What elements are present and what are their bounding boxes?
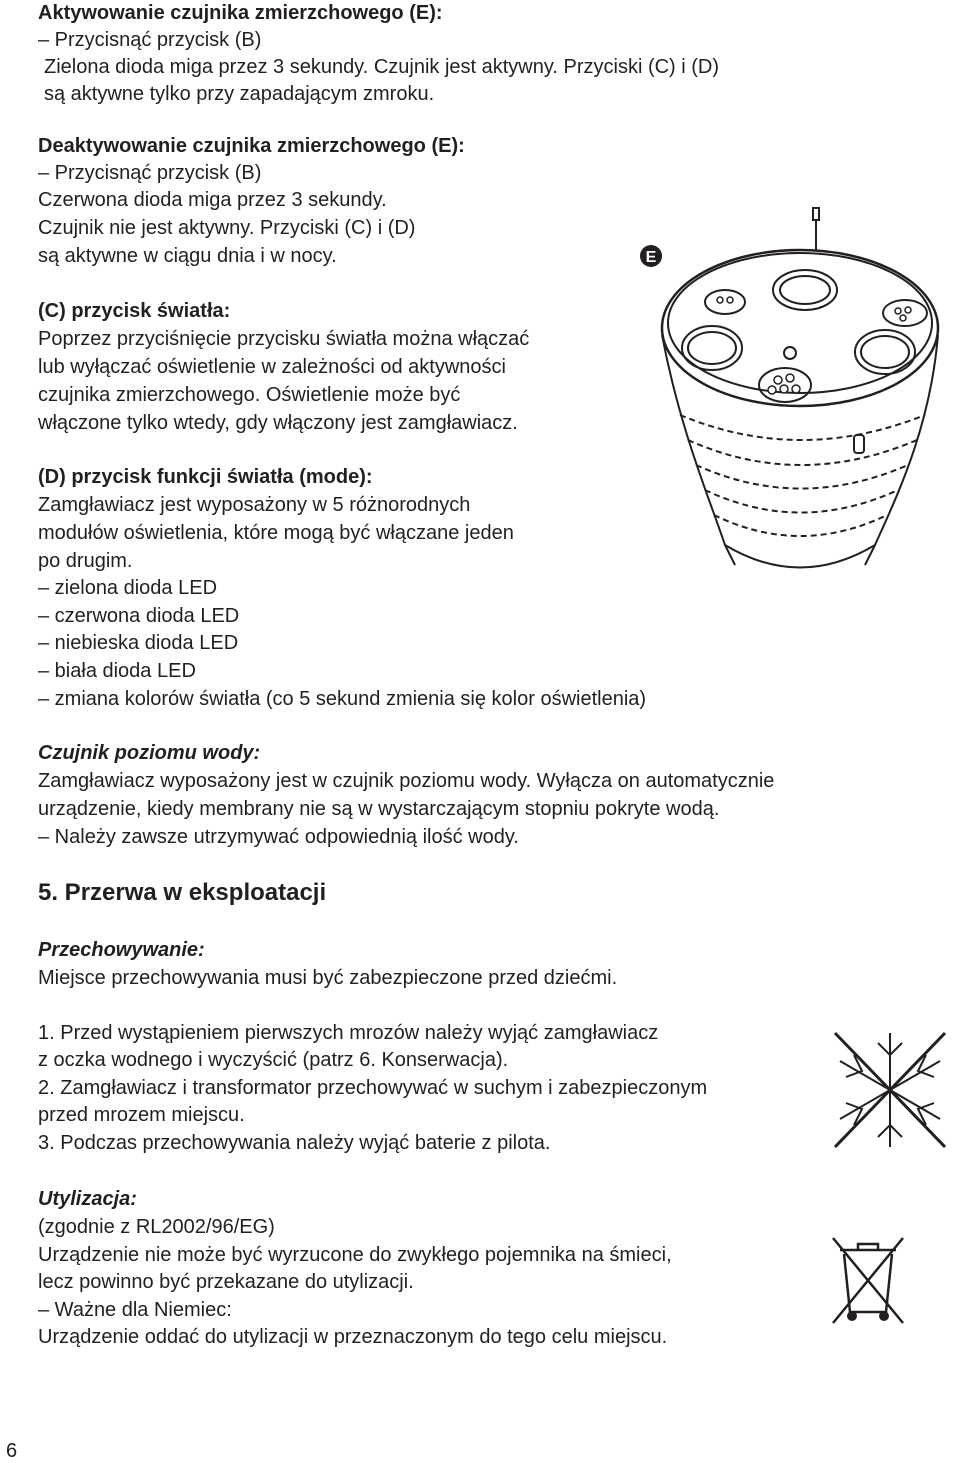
text-line: Zamgławiacz jest wyposażony w 5 różnorodnych (38, 494, 471, 516)
text-line: Urządzenie oddać do utylizacji w przeznaczonym do tego celu miejscu. (38, 1326, 668, 1348)
heading-sensor-activate: Aktywowanie czujnika zmierzchowego (E): (38, 2, 443, 24)
text-line: Zamgławiacz wyposażony jest w czujnik poziomu wody. Wyłącza on automatycznie (38, 770, 775, 792)
list-item: – czerwona dioda LED (38, 605, 240, 627)
text-line: z oczka wodnego i wyczyścić (patrz 6. Konserwacja). (38, 1049, 509, 1071)
text-line: urządzenie, kiedy membrany nie są w wystarczającym stopniu pokryte wodą. (38, 798, 720, 820)
heading-water-sensor: Czujnik poziomu wody: (38, 742, 261, 764)
crossed-snowflake-icon (830, 1025, 950, 1155)
text-line: (zgodnie z RL2002/96/EG) (38, 1216, 275, 1238)
list-item: – niebieska dioda LED (38, 632, 239, 654)
text-line: Czerwona dioda miga przez 3 sekundy. (38, 189, 387, 211)
text-line: 1. Przed wystąpieniem pierwszych mrozów należy wyjąć zamgławiacz (38, 1022, 659, 1044)
section-title: 5. Przerwa w eksploatacji (38, 879, 327, 906)
text-line: Czujnik nie jest aktywny. Przyciski (C) i (D) (38, 217, 416, 239)
text-line: Zielona dioda miga przez 3 sekundy. Czujnik jest aktywny. Przyciski (C) i (D) (44, 56, 720, 78)
heading-disposal: Utylizacja: (38, 1188, 137, 1210)
callout-label: E (645, 249, 657, 266)
text-line: 2. Zamgławiacz i transformator przechowywać w suchym i zabezpieczonym (38, 1077, 708, 1099)
text-line: 3. Podczas przechowywania należy wyjąć baterie z pilota. (38, 1132, 551, 1154)
crossed-bin-icon (828, 1228, 908, 1328)
heading-button-d: (D) przycisk funkcji światła (mode): (38, 466, 373, 488)
list-item: – zmiana kolorów światła (co 5 sekund zmienia się kolor oświetlenia) (38, 688, 647, 710)
page-number: 6 (6, 1440, 18, 1462)
text-line: włączone tylko wtedy, gdy włączony jest zamgławiacz. (38, 412, 518, 434)
text-line: – Należy zawsze utrzymywać odpowiednią ilość wody. (38, 826, 519, 848)
text-line: są aktywne tylko przy zapadającym zmroku. (44, 83, 435, 105)
text-line: lecz powinno być przekazane do utylizacji. (38, 1271, 414, 1293)
text-line: Poprzez przyciśnięcie przycisku światła można włączać (38, 328, 530, 350)
text-line: przed mrozem miejscu. (38, 1104, 245, 1126)
text-line: po drugim. (38, 550, 133, 572)
text-line: lub wyłączać oświetlenie w zależności od aktywności (38, 356, 506, 378)
text-line: Miejsce przechowywania musi być zabezpieczone przed dziećmi. (38, 967, 618, 989)
text-line: – Ważne dla Niemiec: (38, 1299, 232, 1321)
heading-button-c: (C) przycisk światła: (38, 300, 231, 322)
heading-sensor-deactivate: Deaktywowanie czujnika zmierzchowego (E): (38, 135, 465, 157)
text-line: czujnika zmierzchowego. Oświetlenie może być (38, 384, 461, 406)
text-line: – Przycisnąć przycisk (B) (38, 162, 262, 184)
text-line: są aktywne w ciągu dnia i w nocy. (38, 245, 337, 267)
text-line: Urządzenie nie może być wyrzucone do zwykłego pojemnika na śmieci, (38, 1244, 672, 1266)
text-line: – Przycisnąć przycisk (B) (38, 29, 262, 51)
heading-storage: Przechowywanie: (38, 939, 205, 961)
list-item: – zielona dioda LED (38, 577, 218, 599)
text-line: modułów oświetlenia, które mogą być włączane jeden (38, 522, 514, 544)
fogger-illustration (640, 200, 950, 590)
list-item: – biała dioda LED (38, 660, 196, 682)
